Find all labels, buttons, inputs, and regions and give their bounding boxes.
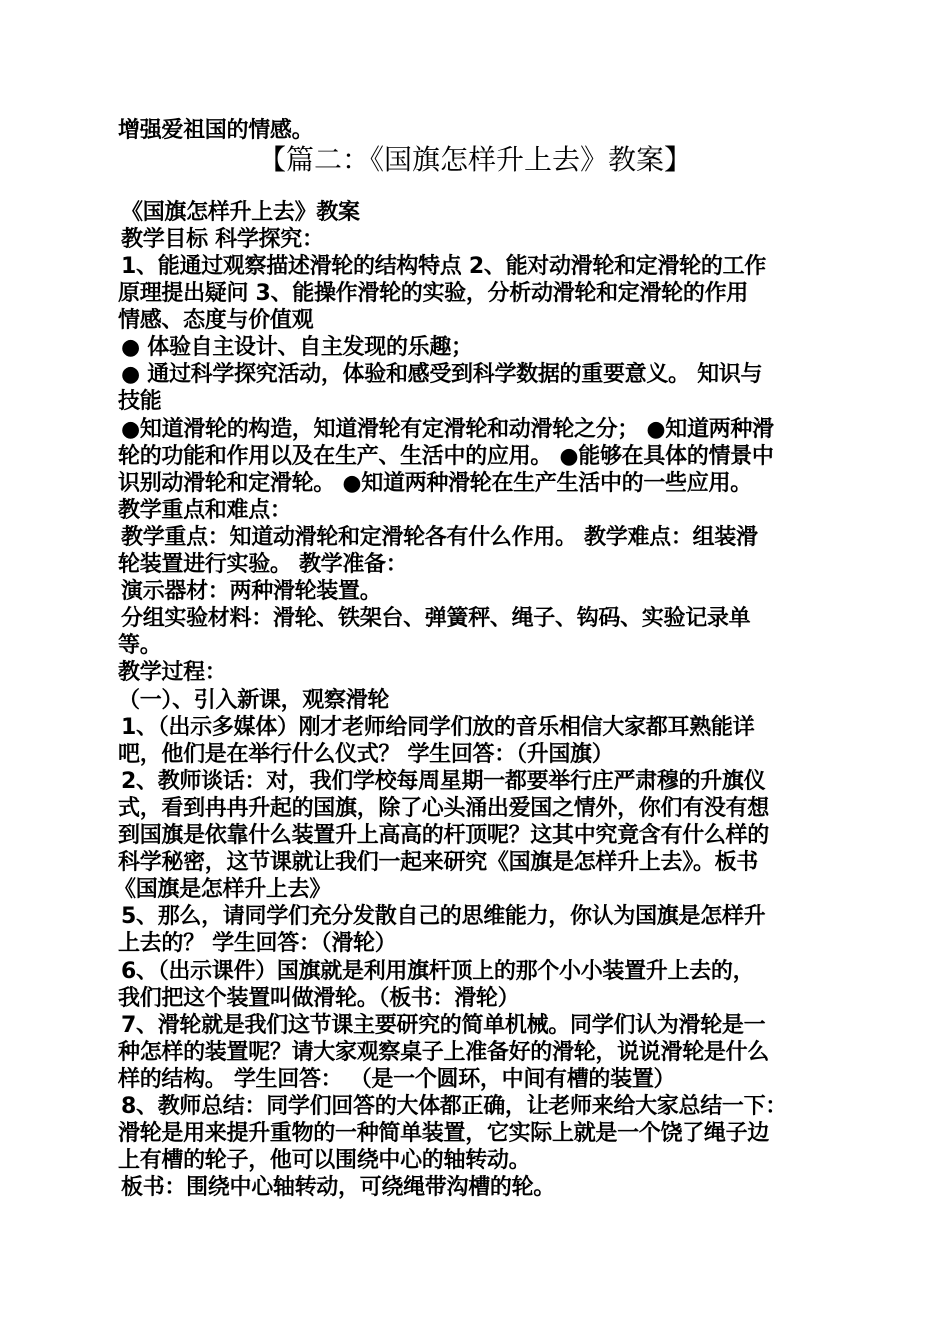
doc-line: 《国旗怎样升上去》教案 (121, 200, 360, 225)
doc-line: 我们把这个装置叫做滑轮。（板书：滑轮） (118, 986, 520, 1011)
doc-line: 演示器材：两种滑轮装置。 (121, 579, 382, 604)
doc-line: ● 体验自主设计、自主发现的乐趣； (121, 335, 473, 360)
doc-line: （一）、引入新课，观察滑轮 (118, 688, 390, 713)
doc-line: 技能 (118, 389, 162, 414)
doc-line: 上去的？ 学生回答：（滑轮） (118, 931, 397, 956)
doc-line: 1、（出示多媒体）刚才老师给同学们放的音乐相信大家都耳熟能详 (121, 715, 755, 740)
doc-line: 《国旗是怎样升上去》 (114, 877, 332, 902)
doc-line: 种怎样的装置呢？请大家观察桌子上准备好的滑轮，说说滑轮是什么 (118, 1040, 770, 1065)
doc-line: 5、那么，请同学们充分发散自己的思维能力，你认为国旗是怎样升 (121, 904, 766, 929)
doc-line: 教学目标 科学探究： (121, 227, 324, 252)
doc-line: 识别动滑轮和定滑轮。 ●知道两种滑轮在生产生活中的一些应用。 (118, 471, 752, 496)
doc-line: 教学重点和难点： (118, 498, 292, 523)
doc-line: 教学过程： (118, 660, 227, 685)
doc-line: 教学重点：知道动滑轮和定滑轮各有什么作用。 教学难点：组装滑 (121, 525, 758, 550)
intro-tail-text: 增强爱祖国的情感。 (118, 118, 314, 143)
doc-line: 8、教师总结：同学们回答的大体都正确，让老师来给大家总结一下： (121, 1094, 788, 1119)
doc-line: 2、教师谈话：对，我们学校每周星期一都要举行庄严肃穆的升旗仪 (121, 769, 766, 794)
doc-line: 轮的功能和作用以及在生产、生活中的应用。 ●能够在具体的情景中 (118, 444, 774, 469)
doc-line: ●知道滑轮的构造，知道滑轮有定滑轮和动滑轮之分； ●知道两种滑 (121, 417, 774, 442)
doc-line: 样的结构。 学生回答： （是一个圆环，中间有槽的装置） (118, 1067, 676, 1092)
section-title: 【篇二：《国旗怎样升上去》教案】 (257, 143, 692, 176)
doc-line: 上有槽的轮子，他可以围绕中心的轴转动。 (118, 1148, 531, 1173)
doc-line: 6、（出示课件）国旗就是利用旗杆顶上的那个小小装置升上去的， (121, 959, 755, 984)
doc-line: 到国旗是依靠什么装置升上高高的杆顶呢？这其中究竟含有什么样的 (118, 823, 770, 848)
doc-line: 科学秘密，这节课就让我们一起来研究《国旗是怎样升上去》。板书 (118, 850, 759, 875)
doc-line: 轮装置进行实验。 教学准备： (118, 552, 408, 577)
doc-line: 式，看到冉冉升起的国旗，除了心头涌出爱国之情外，你们有没有想 (118, 796, 770, 821)
doc-line: 原理提出疑问 3、能操作滑轮的实验，分析动滑轮和定滑轮的作用 (118, 281, 748, 306)
doc-line: 情感、态度与价值观 (118, 308, 314, 333)
doc-line: 吧，他们是在举行什么仪式？ 学生回答：（升国旗） (118, 742, 614, 767)
doc-line: 等。 (118, 633, 162, 658)
doc-line: 7、滑轮就是我们这节课主要研究的简单机械。同学们认为滑轮是一 (121, 1013, 766, 1038)
doc-line: 板书：围绕中心轴转动，可绕绳带沟槽的轮。 (121, 1175, 556, 1200)
doc-line: 滑轮是用来提升重物的一种简单装置，它实际上就是一个饶了绳子边 (118, 1121, 770, 1146)
doc-line: 1、能通过观察描述滑轮的结构特点 2、能对动滑轮和定滑轮的工作 (121, 254, 766, 279)
doc-line: ● 通过科学探究活动，体验和感受到科学数据的重要意义。 知识与 (121, 362, 763, 387)
doc-line: 分组实验材料：滑轮、铁架台、弹簧秤、绳子、钩码、实验记录单 (121, 606, 751, 631)
